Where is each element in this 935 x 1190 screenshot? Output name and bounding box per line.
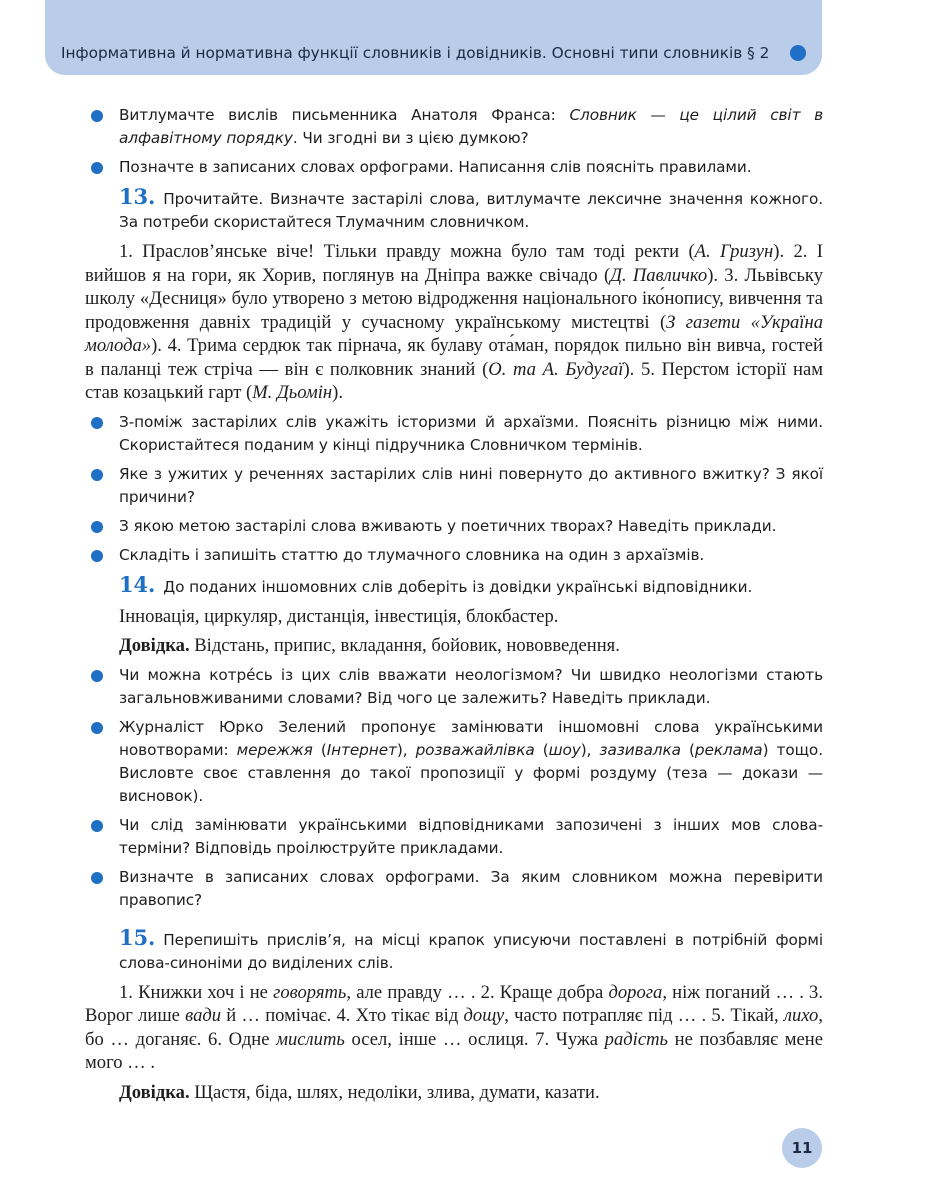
question-item: Визначте в записаних словах орфограми. За яким словником можна перевірити правопис? <box>85 866 823 912</box>
question-item: Складіть і запишіть статтю до тлумачного словника на один з архаїзмів. <box>85 544 823 567</box>
bullet-icon <box>91 417 103 429</box>
bullet-icon <box>91 872 103 884</box>
question-item: Витлумачте вислів письменника Анатоля Франса: Словник — це цілий світ в алфавітному порядку. Чи згодні ви з цією думкою? <box>85 104 823 150</box>
exercise-13-text: 1. Праслов’янське віче! Тільки правду можна було там тоді ректи (А. Гризун). 2. І вийшов я на гори, як Хорив, поглянув на Дніпра важке свічадо (Д. Павличко). 3. Львівську школу «Десниця» було утворено з метою відродження національного іко́нопису, вивчення та продовження давніх традицій у сучасному українському мистецтві (З газети «Україна молода»). 4. Трима сердюк так пірнача, як булаву ота́ман, порядок пильно він вивча, гостей в паланці теж стріча — він є полковник знаний (О. та А. Будугаї). 5. Перстом історії нам став козацький гарт (М. Дьомін). <box>85 241 823 403</box>
page-header <box>45 0 822 75</box>
page-content <box>85 104 823 1110</box>
question-item: З якою метою застарілі слова вживають у поетичних творах? Наведіть приклади. <box>85 515 823 538</box>
exercise-number: 13. <box>119 184 156 209</box>
exercise-number: 14. <box>119 571 156 597</box>
bullet-icon <box>91 110 103 122</box>
header-title: Інформативна й нормативна функції словників і довідників. Основні типи словників § 2 <box>61 44 770 62</box>
question-item: Чи слід замінювати українськими відповідниками запозичені з інших мов слова-терміни? Відповідь проілюструйте прикладами. <box>85 814 823 860</box>
question-item: Яке з ужитих у реченнях застарілих слів нині повернуто до активного вжитку? З якої причини? <box>85 463 823 509</box>
question-item: Журналіст Юрко Зелений пропонує замінювати іншомовні слова українськими новотворами: мережжя (Інтернет), розважайлівка (шоу), зазивалка (реклама) тощо. Висловте своє ставлення до такої пропозиції у формі роздуму (теза — докази — висновок). <box>85 716 823 808</box>
exercise-15-task: 15. Перепишіть прислів’я, на місці крапок уписуючи поставлені в потрібній формі слова-синоніми до виділених слів. <box>119 924 823 972</box>
exercise-13-task: 13. Прочитайте. Визначте застарілі слова, витлумачте лексичне значення кожного. За потреби скористайтеся Тлумачним словничком. <box>119 184 823 231</box>
bullet-icon <box>91 722 103 734</box>
question-item: Чи можна котре́сь із цих слів вважати неологізмом? Чи швидко неологізми стають загальновживаними словами? Від чого це залежить? Наведіть приклади. <box>85 664 823 710</box>
question-item: Позначте в записаних словах орфограми. Написання слів поясніть правилами. <box>85 156 823 179</box>
exercise-15-text: 1. Книжки хоч і не говорять, але правду … . 2. Краще добра дорога, ніж поганий … . 3. Ворог лише вади й … помічає. 4. Хто тікає від дощу, часто потрапляє під … . 5. Тікай, лихо, бо … доганяє. 6. Одне мислить осел, інше … ослиця. 7. Чужа радість не позбавляє мене мого … . <box>85 981 824 1073</box>
exercise-14-task: 14. До поданих іншомовних слів доберіть із довідки українські відповідники. <box>119 571 753 597</box>
bullet-icon <box>91 820 103 832</box>
exercise-number: 15. <box>119 924 156 950</box>
exercise-15-help: Довідка. Щастя, біда, шлях, недоліки, злива, думати, казати. <box>119 1081 600 1103</box>
question-item: З-поміж застарілих слів укажіть історизми й архаїзми. Поясніть різницю між ними. Скористайтеся поданим у кінці підручника Словничком термінів. <box>85 411 823 457</box>
bullet-icon <box>91 550 103 562</box>
exercise-14-help: Довідка. Відстань, припис, вкладання, бойовик, нововведення. <box>119 635 620 656</box>
exercise-14-words: Інновація, циркуляр, дистанція, інвестиція, блокбастер. <box>119 605 559 627</box>
header-dot-icon <box>790 45 806 61</box>
page-number: 11 <box>782 1128 822 1168</box>
bullet-icon <box>91 670 103 682</box>
bullet-icon <box>91 469 103 481</box>
bullet-icon <box>91 521 103 533</box>
bullet-icon <box>91 162 103 174</box>
